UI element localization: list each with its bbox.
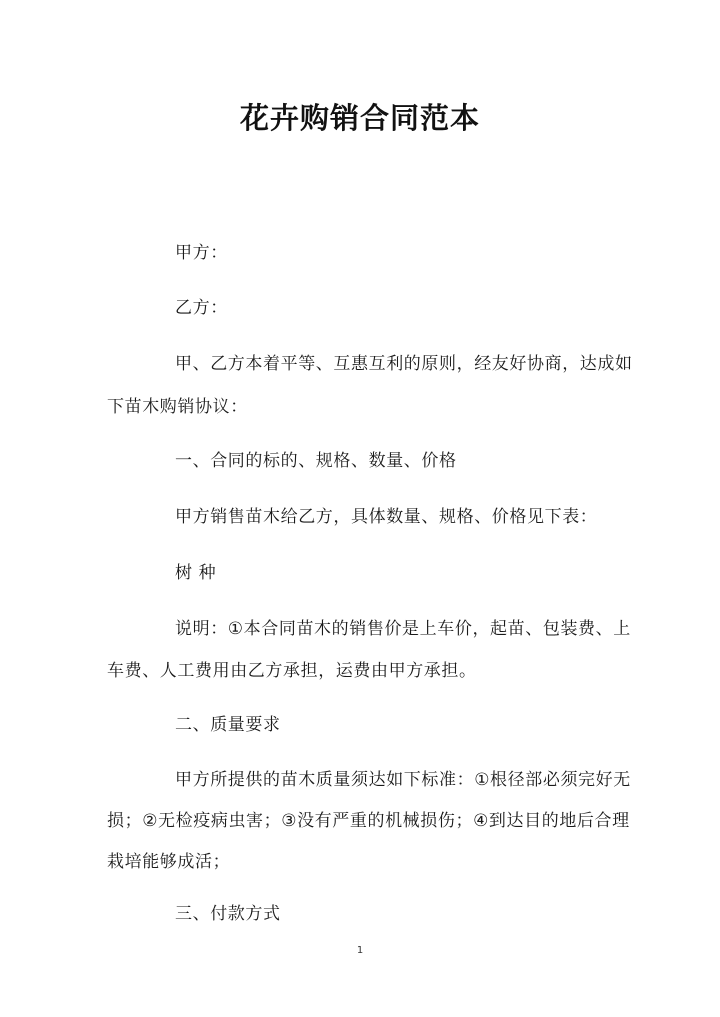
- quality-paragraph-line-2: 损；②无检疫病虫害；③没有严重的机械损伤；④到达目的地后合理: [107, 811, 630, 831]
- note-paragraph-line-2: 车费、人工费用由乙方承担，运费由甲方承担。: [107, 661, 477, 681]
- document-title: 花卉购销合同范本: [239, 101, 480, 135]
- quality-paragraph-line-3: 栽培能够成活；: [107, 852, 231, 872]
- intro-paragraph-line-2: 下苗木购销协议：: [107, 397, 248, 417]
- intro-paragraph-line-1: 甲、乙方本着平等、互惠互利的原则，经友好协商，达成如: [175, 354, 633, 374]
- party-a-label: 甲方：: [175, 243, 228, 263]
- note-paragraph-line-1: 说明：①本合同苗木的销售价是上车价，起苗、包装费、上: [175, 619, 631, 639]
- quality-paragraph-line-1: 甲方所提供的苗木质量须达如下标准：①根径部必须完好无: [175, 770, 631, 790]
- party-b-label: 乙方：: [175, 298, 228, 318]
- page-number: 1: [356, 945, 364, 956]
- section-3-heading: 三、付款方式: [175, 904, 281, 924]
- tree-species-label: 树 种: [175, 563, 217, 583]
- section-1-paragraph: 甲方销售苗木给乙方，具体数量、规格、价格见下表：: [175, 507, 598, 527]
- section-2-heading: 二、质量要求: [175, 715, 281, 735]
- section-1-heading: 一、合同的标的、规格、数量、价格: [175, 451, 457, 471]
